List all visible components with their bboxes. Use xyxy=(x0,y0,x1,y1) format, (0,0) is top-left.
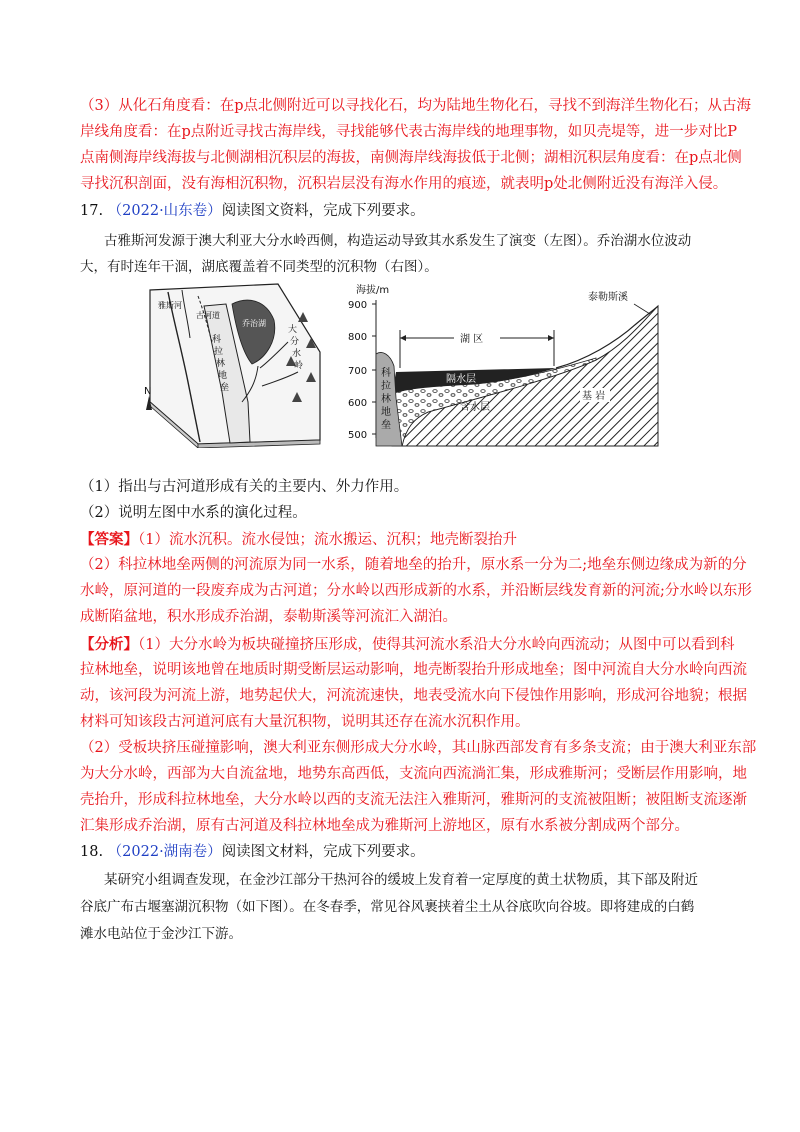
q16-part3-line-1: （3）从化石角度看：在p点北侧附近可以寻找化石，均为陆地生物化石，寻找不到海洋生物化石；从古海 xyxy=(80,98,752,114)
answer-tag: 【答案】 xyxy=(80,531,138,548)
q17-number: 17. xyxy=(80,203,104,219)
q16-part3-line-2: 岸线角度看：在p点附近寻找古海岸线，寻找能够代表古海岸线的地理事物，如贝壳堤等，进一步对比P xyxy=(80,124,738,140)
fig-right-ylabel: 海拔/m xyxy=(356,285,390,296)
q17-header xyxy=(80,199,720,224)
analysis-text: （1）大分水岭为板块碰撞挤压形成，使得其河流水系沿大分水岭向西流动；从图中可以看到科 xyxy=(138,637,735,653)
q17-analysis-line-3: 动，该河段为河流上游，地势起伏大，河流流速快，地表受流水向下侵蚀作用影响，形成河谷地貌；根据 xyxy=(80,688,747,704)
fig-left-label-yass: 雅斯河 xyxy=(158,301,182,310)
q18-number: 18. xyxy=(80,844,104,860)
fig-right-label-creek: 泰勒斯溪 xyxy=(588,292,628,303)
q17-answer-line-3: 水岭，原河道的一段废弃成为古河道；分水岭以西形成新的水系，并沿断层线发育新的河流;分水岭以东形 xyxy=(80,583,752,599)
q18-header xyxy=(80,840,720,865)
fig-left-label-horst-1: 科 xyxy=(212,335,222,345)
q18-material-line-3: 滩水电站位于金沙江下游。 xyxy=(80,926,242,942)
fig-right-label-horst: 地 xyxy=(381,407,391,418)
q16-part3-line-4: 寻找沉积剖面，没有海相沉积物，沉积岩层没有海水作用的痕迹，就表明p处北侧附近没有海洋入侵。 xyxy=(80,176,728,192)
fig-right-tick: 700 xyxy=(348,366,368,377)
q17-analysis-line-6: 为大分水岭，西部为大自流盆地，地势东高西低，支流向西流淌汇集，形成雅斯河；受断层作用影响，地 xyxy=(80,766,747,782)
drainage-block-diagram xyxy=(138,282,330,448)
q16-part3-line-3: 点南侧海岸线海拔与北侧湖相沉积层的海拔，南侧海岸线海拔低于北侧；湖相沉积层角度看：在p点北侧 xyxy=(80,150,742,166)
q17-analysis-line-1 xyxy=(80,632,735,658)
q17-question-2: （2）说明左图中水系的演化过程。 xyxy=(80,505,307,521)
q18-material-line-1: 某研究小组调查发现，在金沙江部分干热河谷的缓坡上发育着一定厚度的黄土状物质，其下部及附近 xyxy=(104,872,698,888)
q17-answer-line-4: 成断陷盆地，积水形成乔治湖，泰勒斯溪等河流汇入湖泊。 xyxy=(80,609,457,625)
fig-left-label-old-channel: 古河道 xyxy=(196,311,220,320)
fig-right-label-bedrock: 基 岩 xyxy=(582,391,606,402)
q17-answer-line-1 xyxy=(80,527,720,553)
fig-right-label-horst: 科 xyxy=(381,368,391,379)
q17-source: （2022·山东卷） xyxy=(107,203,222,219)
q17-instruction: 阅读图文资料，完成下列要求。 xyxy=(221,203,425,219)
fig-left-label-lake: 乔治湖 xyxy=(242,319,266,328)
fig-right-tick: 600 xyxy=(348,398,368,409)
fig-right-tick: 500 xyxy=(348,430,368,441)
fig-right-label-aquifer: 含水层 xyxy=(460,402,490,413)
fig-left-label-divide-4: 岭 xyxy=(294,361,304,371)
q17-analysis-line-7: 壳抬升，形成科拉林地垒，大分水岭以西的支流无法注入雅斯河，雅斯河的支流被阻断；被阻断支流逐渐 xyxy=(80,792,747,808)
fig-right-label-aquiclude: 隔水层 xyxy=(446,374,476,385)
fig-left-label-horst-4: 地 xyxy=(218,371,228,381)
lake-cross-section xyxy=(336,278,666,450)
q17-question-1: （1）指出与古河道形成有关的主要内、外力作用。 xyxy=(80,479,409,495)
q17-analysis-line-4: 材料可知该段古河道河底有大量沉积物，说明其还存在流水沉积作用。 xyxy=(80,714,530,730)
q18-instruction: 阅读图文材料，完成下列要求。 xyxy=(221,844,425,860)
q17-analysis-line-5: （2）受板块挤压碰撞影响，澳大利亚东侧形成大分水岭，其山脉西部发育有多条支流；由于澳大利亚东部 xyxy=(80,740,757,756)
fig-left-label-horst-5: 垒 xyxy=(220,383,230,393)
answer-text: （1）流水沉积。流水侵蚀；流水搬运、沉积；地壳断裂抬升 xyxy=(138,532,517,548)
fig-left-label-divide-3: 水 xyxy=(292,349,302,359)
q17-material-line-1: 古雅斯河发源于澳大利亚大分水岭西侧，构造运动导致其水系发生了演变（左图）。乔治湖水位波动 xyxy=(104,233,692,249)
fig-left-label-divide-1: 大 xyxy=(288,325,298,335)
q17-answer-line-2: （2）科拉林地垒两侧的河流原为同一水系，随着地垒的抬升，原水系一分为二;地垒东侧边缘成为新的分 xyxy=(80,557,747,573)
fig-left-label-divide-2: 分 xyxy=(290,337,300,347)
q18-source: （2022·湖南卷） xyxy=(107,844,222,860)
q18-material-line-2: 谷底广布古堰塞湖沉积物（如下图）。在冬春季，常见谷风裹挟着尘土从谷底吹向谷坡。即将建成的白鹤 xyxy=(80,899,695,915)
fig-left-label-horst-3: 林 xyxy=(216,359,226,369)
fig-left-label-horst-2: 拉 xyxy=(214,347,224,357)
analysis-tag: 【分析】 xyxy=(80,636,138,653)
fig-right-label-horst: 拉 xyxy=(381,381,391,392)
fig-right-label-horst: 林 xyxy=(381,394,391,405)
q17-analysis-line-2: 拉林地垒，说明该地曾在地质时期受断层运动影响，地壳断裂抬升形成地垒；图中河流自大分水岭向西流 xyxy=(80,662,747,678)
fig-left-label-north: N xyxy=(144,386,152,397)
q17-analysis-line-8: 汇集形成乔治湖，原有古河道及科拉林地垒成为雅斯河上游地区，原有水系被分割成两个部分。 xyxy=(80,818,689,834)
fig-right-tick: 900 xyxy=(348,300,368,311)
q17-material-line-2: 大，有时连年干涸，湖底覆盖着不同类型的沉积物（右图）。 xyxy=(80,259,438,275)
fig-right-label-lake: 湖 区 xyxy=(460,334,484,345)
fig-right-tick: 800 xyxy=(348,332,368,343)
fig-right-label-horst: 垒 xyxy=(381,420,391,431)
